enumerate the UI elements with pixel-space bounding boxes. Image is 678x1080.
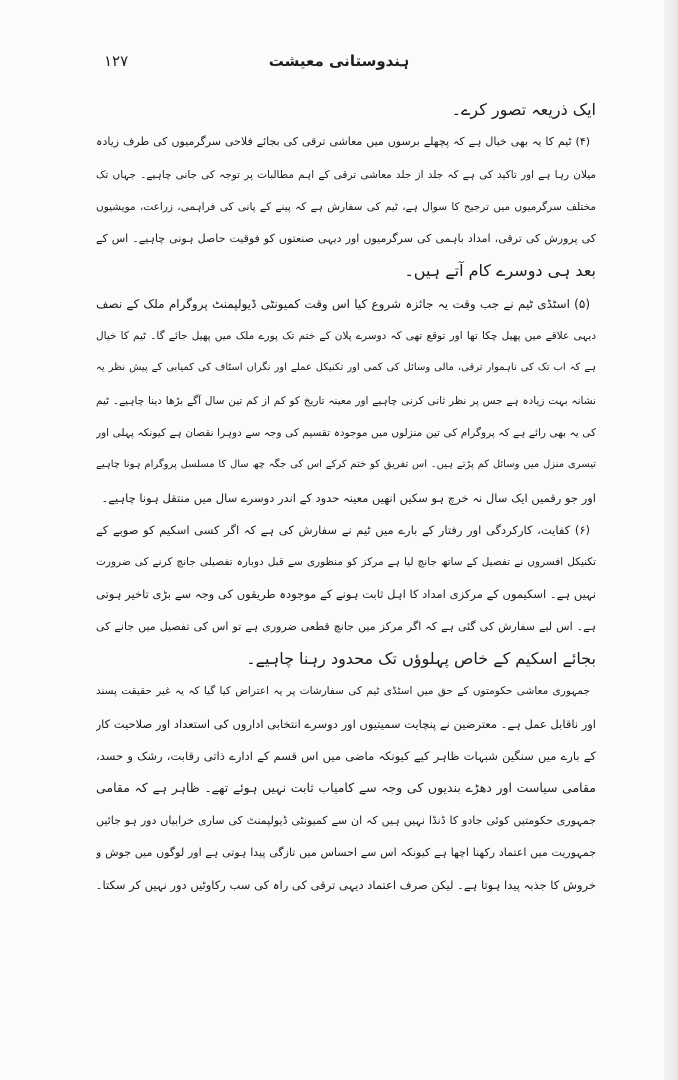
text-line: تکنیکل افسروں نے تفصیل کے ساتھ جانچ لیا ہے مرکز کو منظوری سے قبل دوبارہ تفصیلی جانچ کرنے کی ضرورت [96, 556, 596, 569]
text-line: جمہوریت میں اعتماد رکھنا اچھا ہے کیونکہ اس سے احساس میں تازگی پیدا ہوتی ہے اور لوگوں میں جوش و [96, 845, 596, 859]
text-line: ہے۔ اس لیے سفارش کی گئی ہے کہ اگر مرکز میں جانچ قطعی ضروری ہے تو اس کی تفصیل میں جانے کی [96, 619, 596, 633]
text-line: نشانہ بہت زیادہ ہے جس پر نظر ثانی کرنی چاہیے اور معینہ تاریخ کو کم از کم تین سال آگے بڑھا دینا چاہیے۔ ٹیم [96, 394, 596, 407]
text-line: کے بارے میں سنگین شبہات ظاہر کیے کیونکہ ماضی میں اس قسم کے ادارے ذاتی رقابت، رشک و حسد، [96, 748, 596, 763]
text-line: ہے کہ اب تک کی ناہموار ترقی، مالی وسائل کی کمی اور تکنیکل عملے اور نگراں اسٹاف کی کمیابی کے پیش نظر یہ [96, 362, 596, 374]
text-line: خروش کا جذبہ پیدا ہوتا ہے۔ لیکن صرف اعتماد دیہی ترقی کی راہ کی سب رکاوٹیں دور نہیں کر سکتا۔ [96, 878, 596, 893]
text-line: کی پرورش کی ترقی، امداد باہمی کی سرگرمیوں اور دیہی صنعتوں کو فوقیت حاصل ہونی چاہیے۔ اس کے [96, 232, 596, 246]
text-line: مختلف سرگرمیوں میں ترجیح کا سوال ہے، ٹیم کی سفارش ہے کہ پینے کے پانی کی فراہمی، زراعت، مویشیوں [96, 200, 596, 213]
text-line: اور جو رقمیں ایک سال نہ خرچ ہو سکیں انھیں معینہ حدود کے اندر دوسرے سال میں منتقل ہونا چاہیے۔ [101, 490, 596, 505]
text-line: جمہوری معاشی حکومتوں کے حق میں اسٹڈی ٹیم کی سفارشات پر یہ اعتراض کیا گیا کہ یہ غیر حقیقت پسند [96, 685, 590, 698]
text-line: کی یہ بھی رائے ہے کہ پروگرام کی تین منزلوں میں موجودہ تقسیم کی وجہ سے دوہرا نقصان ہے کیونکہ پہلی اور [96, 426, 596, 439]
body-text [96, 94, 596, 901]
text-line: ایک ذریعہ تصور کرے۔ [451, 100, 596, 119]
text-line: مقامی سیاست اور دھڑے بندیوں کی وجہ سے کامیاب ثابت نہیں ہوئے تھے۔ ظاہر ہے کہ مقامی [96, 780, 596, 796]
page-number: ۱۲۷ [104, 52, 129, 70]
text-line: تیسری منزل میں وسائل کم پڑتے ہیں۔ اس تفریق کو ختم کرکے اس کی جگہ چھ سال کا مسلسل پروگرام ہونا چاہیے [96, 459, 596, 471]
text-line: بعد ہی دوسرے کام آتے ہیں۔ [404, 261, 596, 281]
text-line: جمہوری حکومتیں کوئی جادو کا ڈنڈا نہیں ہیں کہ ان سے کمیونٹی ڈیولپمنٹ کی ساری خرابیاں دور ہو جائیں [96, 813, 596, 827]
text-line: دیہی علاقے میں پھیل چکا تھا اور توقع تھی کہ دوسرے پلان کے ختم تک پورے ملک میں پھیل جائے گا۔ ٹیم کا خیال [96, 330, 596, 343]
running-title: ہندوستانی معیشت [268, 52, 410, 70]
page-edge-shadow [664, 0, 678, 1080]
text-line: بجائے اسکیم کے خاص پہلوؤں تک محدود رہنا چاہیے۔ [246, 649, 596, 669]
text-line: (۶) کفایت، کارکردگی اور رفتار کے بارے میں ٹیم نے سفارش کی ہے کہ اگر کسی اسکیم کو صوبے کے [96, 522, 590, 537]
text-line: میلان رہا ہے اور تاکید کی ہے کہ جلد از جلد معاشی ترقی کے اہم مطالبات پر توجہ کی جانی چاہیے۔ جہاں تک [96, 168, 596, 181]
page-header [0, 46, 678, 76]
text-line: نہیں ہے۔ اسکیموں کے مرکزی امداد کا اہل ثابت ہونے کے موجودہ طریقوں کی وجہ سے بڑی تاخیر ہوتی [96, 587, 596, 602]
text-line: اور ناقابل عمل ہے۔ معترضین نے پنچایت سمیتیوں اور دوسرے انتخابی اداروں کی استعداد اور صلاحیت کار [96, 716, 596, 731]
text-line: (۴) ٹیم کا یہ بھی خیال ہے کہ پچھلے برسوں میں معاشی ترقی کی بجائے فلاحی سرگرمیوں کی طرف زیادہ [96, 135, 590, 149]
text-line: (۵) اسٹڈی ٹیم نے جب وقت یہ جائزہ شروع کیا اس وقت کمیونٹی ڈیولپمنٹ پروگرام ملک کے نصف [96, 296, 590, 311]
